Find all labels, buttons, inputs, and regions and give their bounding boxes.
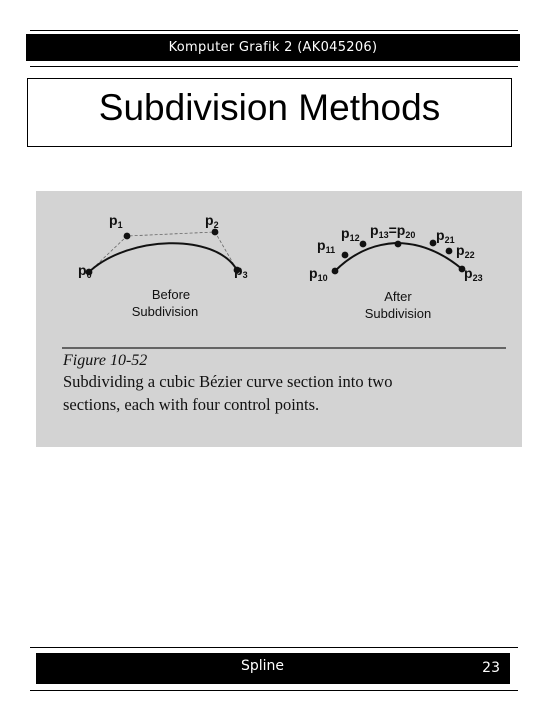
after-point-p10	[332, 268, 339, 275]
footer-label: Spline	[241, 658, 285, 674]
before-label-p3: $p_3$	[234, 262, 248, 280]
after-point-p12	[360, 241, 367, 248]
figure-caption-line2: sections, each with four control points.	[63, 395, 320, 414]
page-number: 23	[482, 660, 500, 676]
before-label-p1: $p_1$	[109, 212, 123, 230]
figure-label: Figure 10-52	[63, 352, 148, 369]
slide-title: Subdivision Methods	[98, 87, 441, 128]
course-title: Komputer Grafik 2 (AK045206)	[168, 40, 378, 55]
footer-top-rule	[30, 647, 518, 648]
after-point-p13	[395, 241, 402, 248]
after-point-p11	[342, 252, 349, 259]
after-label-p11: $p_{11}$	[317, 237, 336, 255]
figure-caption-line1: Subdividing a cubic Bézier curve section into two	[63, 372, 393, 391]
after-caption-line2: Subdivision	[364, 306, 432, 321]
after-label-p13-equals-p20: $p_{13}=p_{20}$	[370, 222, 416, 240]
footer-bar	[36, 653, 510, 684]
top-rule	[30, 30, 518, 31]
footer-bottom-rule	[30, 690, 518, 691]
before-curve	[89, 243, 237, 272]
after-label-p21: $p_{21}$	[436, 227, 455, 245]
after-label-p10: $p_{10}$	[309, 265, 328, 283]
before-caption-line2: Subdivision	[131, 304, 199, 319]
before-label-p2: $p_2$	[205, 212, 219, 230]
title-box	[27, 78, 512, 147]
before-point-p1	[124, 233, 131, 240]
after-label-p12: $p_{12}$	[341, 225, 360, 243]
after-label-p23: $p_{23}$	[464, 265, 483, 283]
after-point-p22	[446, 248, 453, 255]
header-bottom-rule	[30, 66, 518, 67]
after-label-p22: $p_{22}$	[456, 242, 475, 260]
scanned-figure	[36, 191, 522, 447]
header-bar	[26, 34, 520, 61]
before-label-p0: $p_0$	[78, 262, 92, 280]
before-caption-line1: Before	[151, 287, 191, 302]
after-caption-line1: After	[384, 289, 412, 304]
